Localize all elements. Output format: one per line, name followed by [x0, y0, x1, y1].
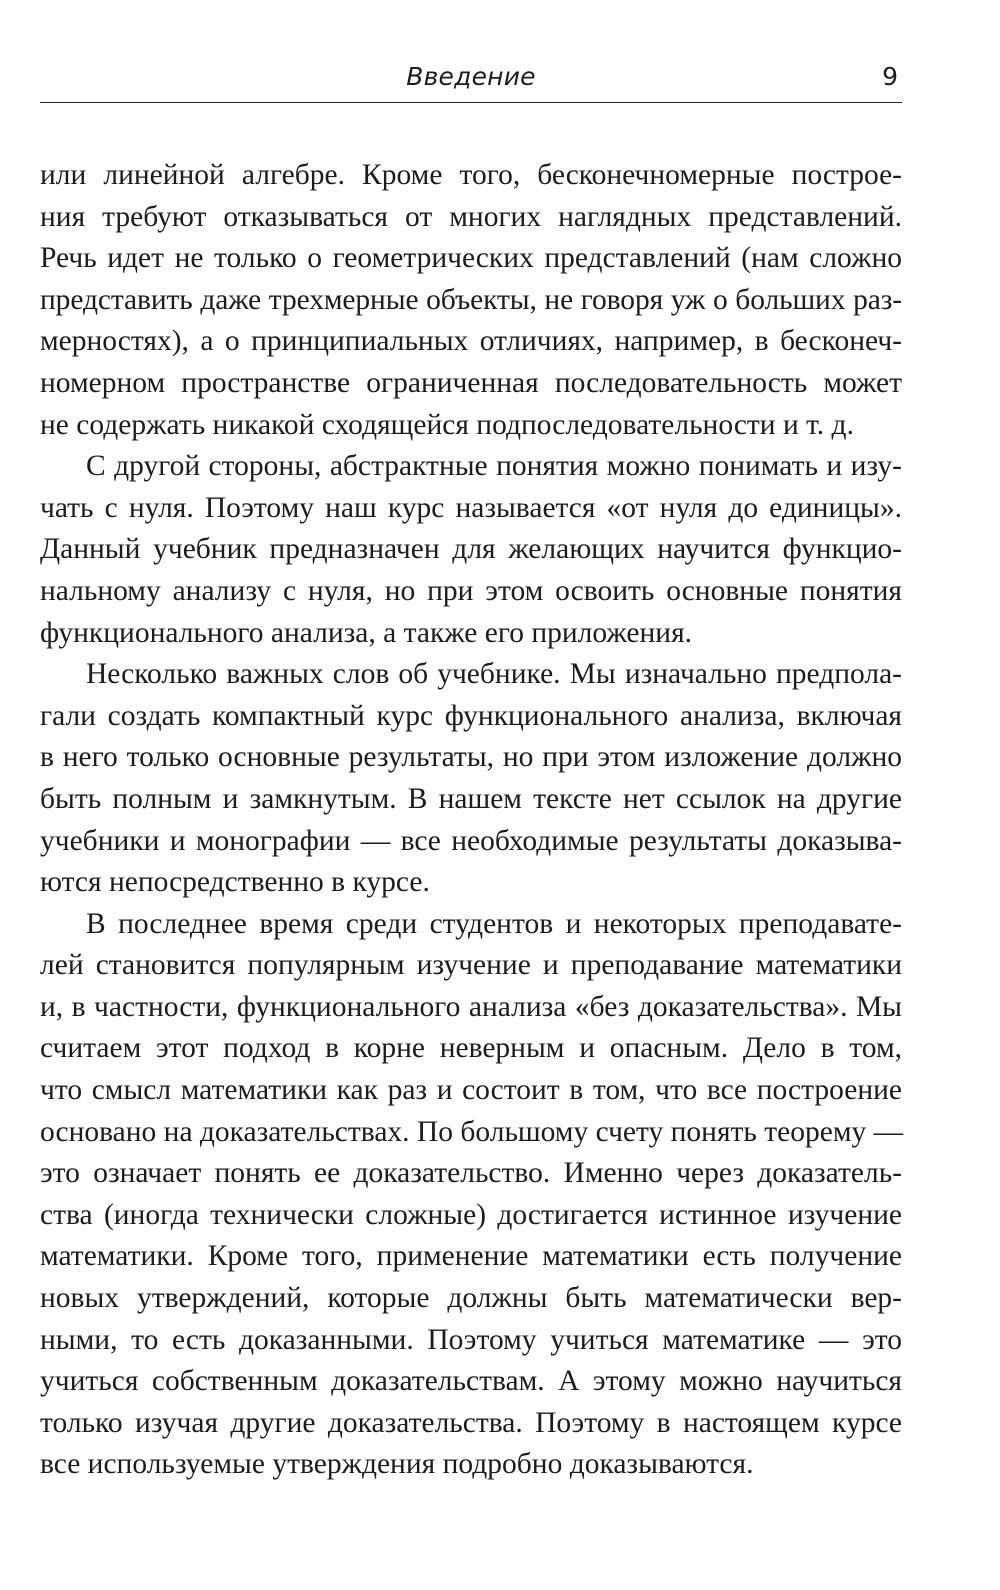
text-body	[40, 155, 902, 1486]
text-line: это означает понять ее доказательство. Именно через доказатель-	[40, 1157, 902, 1190]
page-header	[40, 58, 902, 103]
text-line: лей становится популярным изучение и преподавание математики	[40, 949, 902, 982]
paragraph-1	[40, 155, 902, 446]
text-line: учиться собственным доказательствам. А этому можно научиться	[40, 1365, 902, 1398]
text-line: С другой стороны, абстрактные понятия можно понимать и изу-	[86, 450, 902, 483]
text-line: что смысл математики как раз и состоит в том, что все построение	[40, 1074, 902, 1107]
text-line: Несколько важных слов об учебнике. Мы изначально предпола-	[86, 658, 902, 691]
text-line: чать с нуля. Поэтому наш курс называется «от нуля до единицы».	[40, 491, 902, 524]
text-line: считаем этот подход в корне неверным и опасным. Дело в том,	[40, 1032, 902, 1065]
text-line: ными, то есть доказанными. Поэтому учиться математике — это	[40, 1323, 902, 1356]
text-line: ства (иногда технически сложные) достигается истинное изучение	[40, 1198, 902, 1231]
text-line: или линейной алгебре. Кроме того, бесконечномерные построе-	[40, 159, 902, 191]
text-line: ния требуют отказываться от многих наглядных представлений.	[40, 200, 902, 233]
text-line: номерном пространстве ограниченная последовательность может	[40, 366, 902, 399]
text-line: гали создать компактный курс функционального анализа, включая	[40, 699, 902, 732]
text-line: быть полным и замкнутым. В нашем тексте нет ссылок на другие	[40, 782, 902, 815]
text-line: представить даже трехмерные объекты, не говоря уж о больших раз-	[40, 283, 902, 316]
text-line: мерностях), а о принципиальных отличиях, например, в бесконеч-	[40, 325, 902, 358]
text-line: В последнее время среди студентов и некоторых преподавате-	[86, 907, 902, 940]
text-line: в него только основные результаты, но при этом изложение должно	[40, 741, 902, 774]
text-line: все используемые утверждения подробно доказываются.	[40, 1448, 754, 1481]
running-title: Введение	[406, 62, 536, 91]
paragraph-2	[40, 446, 902, 654]
text-line: Данный учебник предназначен для желающих научится функцио-	[40, 533, 902, 566]
text-line: учебники и монографии — все необходимые результаты доказыва-	[40, 824, 902, 857]
text-line: нальному анализу с нуля, но при этом освоить основные понятия	[40, 574, 902, 607]
text-line: не содержать никакой сходящейся подпоследовательности и т. д.	[40, 408, 854, 441]
page-number: 9	[882, 62, 898, 91]
paragraph-3	[40, 654, 902, 904]
text-line: математики. Кроме того, применение математики есть получение	[40, 1240, 902, 1273]
text-line: новых утверждений, которые должны быть математически вер-	[40, 1282, 902, 1315]
text-line: функционального анализа, а также его приложения.	[40, 616, 693, 649]
text-line: ются непосредственно в курсе.	[40, 866, 430, 899]
text-line: только изучая другие доказательства. Поэтому в настоящем курсе	[40, 1406, 902, 1439]
paragraph-4	[40, 904, 902, 1486]
text-line: Речь идет не только о геометрических представлений (нам сложно	[40, 242, 902, 275]
text-line: основано на доказательствах. По большому счету понять теорему —	[40, 1115, 904, 1148]
text-line: и, в частности, функционального анализа «без доказательства». Мы	[40, 990, 902, 1023]
